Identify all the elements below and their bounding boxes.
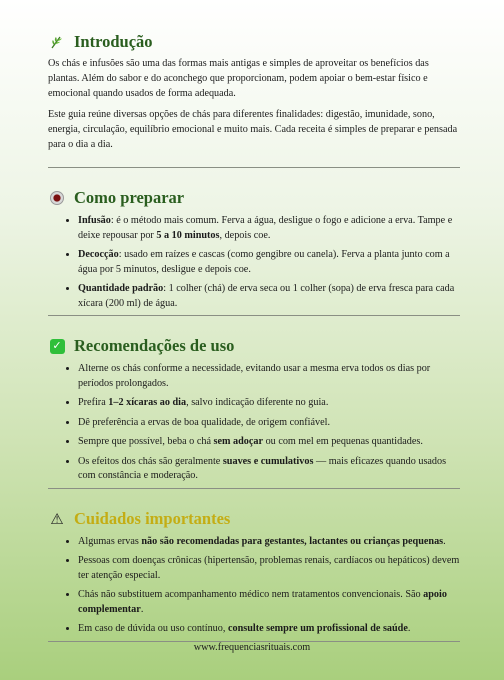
tea-cup-icon (48, 191, 66, 205)
recomendacoes-section (48, 316, 460, 484)
preparo-title: Como preparar (74, 188, 185, 207)
intro-section (48, 0, 460, 152)
list-item: • Os efeitos dos chás são geralmente suaves e cumulativos — mais eficazes quando usados com constância e moderação. (78, 454, 460, 484)
intro-paragraph-2: Este guia reúne diversas opções de chás para diferentes finalidades: digestão, imunidade, sono, energia, circulação, equilíbrio emocional e muito mais. Cada receita é simples de preparar e pensada para o dia a dia. (48, 109, 458, 150)
intro-paragraph-1: Os chás e infusões são uma das formas mais antigas e simples de aproveitar os benefícios das plantas. Além do sabor e do aconchego que proporcionam, podem apoiar o bem-estar físico e emocional quando usados de forma adequada. (48, 58, 429, 99)
cuidados-section (48, 489, 460, 637)
herb-icon (48, 34, 66, 50)
intro-heading (48, 32, 460, 52)
list-item: • Infusão: é o método mais comum. Ferva a água, desligue o fogo e adicione a erva. Tampe e deixe repousar por 5 a 10 minutos, depois coe. (78, 213, 460, 243)
intro-title: Introdução (74, 32, 153, 51)
recomendacoes-title: Recomendações de uso (74, 336, 235, 355)
preparo-heading (48, 188, 460, 208)
footer-url: www.frequenciasrituais.com (193, 642, 311, 653)
list-item: • Dê preferência a ervas de boa qualidade, de origem confiável. (78, 415, 460, 431)
check-icon: ✓ (48, 339, 66, 354)
list-item: • Sempre que possível, beba o chá sem adoçar ou com mel em pequenas quantidades. (78, 434, 460, 450)
list-item: • Algumas ervas não são recomendadas para gestantes, lactantes ou crianças pequenas. (78, 534, 460, 550)
list-item: • Chás não substituem acompanhamento médico nem tratamentos convencionais. São apoio complementar. (78, 587, 460, 617)
recomendacoes-list (48, 361, 460, 484)
cuidados-heading (48, 509, 460, 529)
warning-icon: ⚠ (50, 509, 64, 528)
list-item: • Em caso de dúvida ou uso contínuo, consulte sempre um profissional de saúde. (78, 621, 460, 637)
cuidados-title: Cuidados importantes (74, 508, 231, 528)
cuidados-list (48, 534, 460, 637)
preparo-list (48, 213, 460, 311)
list-item: • Decocção: usado em raízes e cascas (como gengibre ou canela). Ferva a planta junto com a água por 5 minutos, desligue e depois coe. (78, 247, 460, 277)
list-item: • Pessoas com doenças crônicas (hipertensão, problemas renais, cardíacos ou hepáticos) devem ter atenção especial. (78, 553, 460, 583)
preparo-section (48, 168, 460, 311)
list-item: • Quantidade padrão: 1 colher (chá) de erva seca ou 1 colher (sopa) de erva fresca para cada xícara (200 ml) de água. (78, 281, 460, 311)
list-item: • Alterne os chás conforme a necessidade, evitando usar a mesma erva todos os dias por períodos prolongados. (78, 361, 460, 391)
recomendacoes-heading (48, 336, 460, 356)
list-item: • Prefira 1–2 xícaras ao dia, salvo indicação diferente no guia. (78, 395, 460, 411)
